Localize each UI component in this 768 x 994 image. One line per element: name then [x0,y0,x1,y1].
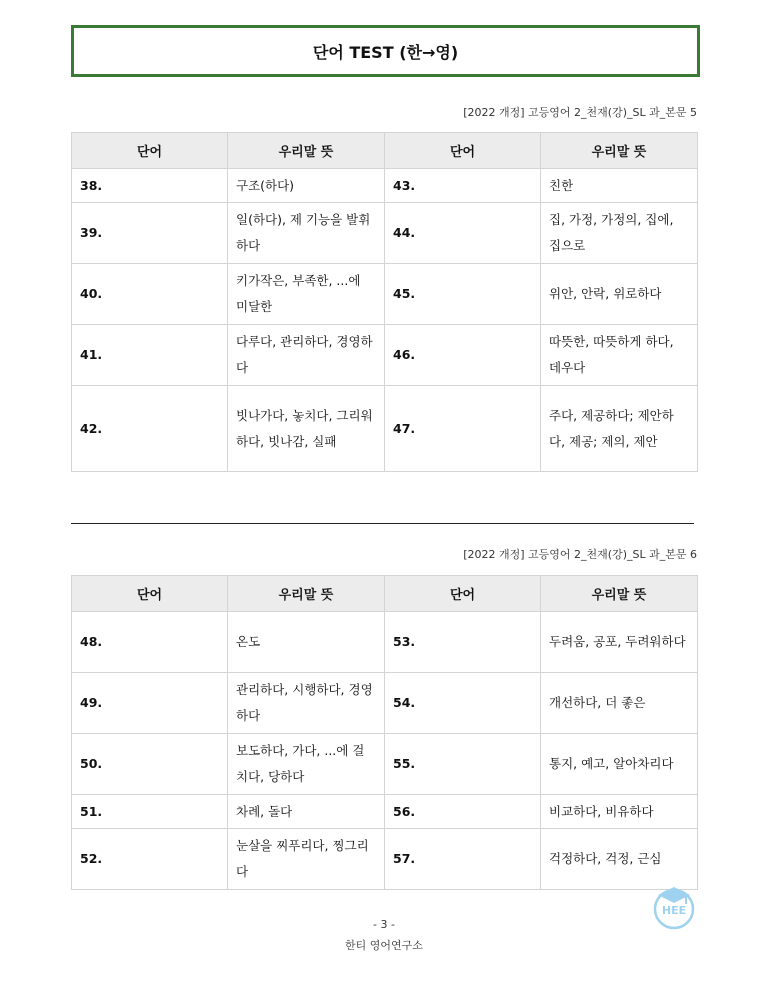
vocab-table [71,575,698,890]
word-meaning: 다루다, 관리하다, 경영하다 [228,325,385,386]
word-number: 40. [72,264,228,325]
logo-text: HEE [661,904,687,917]
word-meaning: 따뜻한, 따뜻하게 하다, 데우다 [541,325,698,386]
logo-watermark [650,882,698,930]
word-meaning: 주다, 제공하다; 제안하다, 제공; 제의, 제안 [541,386,698,472]
column-header: 단어 [72,576,228,612]
table-row [72,203,698,264]
word-meaning: 통지, 예고, 알아차리다 [541,734,698,795]
word-number: 55. [385,734,541,795]
word-number: 54. [385,673,541,734]
word-number: 46. [385,325,541,386]
word-meaning: 일(하다), 제 기능을 발휘하다 [228,203,385,264]
title-box [71,25,700,77]
table-row [72,169,698,203]
table-row [72,829,698,890]
table-row [72,734,698,795]
footer-text: 한티 영어연구소 [345,939,423,952]
table-row [72,325,698,386]
word-number: 39. [72,203,228,264]
word-number: 43. [385,169,541,203]
section-source: [2022 개정] 고등영어 2_천재(강)_SL 과_본문 6 [463,548,697,561]
word-meaning: 구조(하다) [228,169,385,203]
word-number: 44. [385,203,541,264]
word-meaning: 온도 [228,612,385,673]
word-number: 42. [72,386,228,472]
word-meaning: 빗나가다, 놓치다, 그리워하다, 빗나감, 실패 [228,386,385,472]
vocab-table [71,132,698,472]
page-number: - 3 - [373,918,395,931]
column-header: 우리말 뜻 [228,576,385,612]
word-meaning: 차례, 돌다 [228,795,385,829]
word-meaning: 걱정하다, 걱정, 근심 [541,829,698,890]
word-meaning: 보도하다, 가다, ...에 걸치다, 당하다 [228,734,385,795]
word-meaning: 비교하다, 비유하다 [541,795,698,829]
word-meaning: 집, 가정, 가정의, 집에, 집으로 [541,203,698,264]
column-header: 우리말 뜻 [541,133,698,169]
table-header-row [72,576,698,612]
word-meaning: 친한 [541,169,698,203]
word-number: 51. [72,795,228,829]
word-meaning: 두려움, 공포, 두려워하다 [541,612,698,673]
column-header: 우리말 뜻 [228,133,385,169]
section-source: [2022 개정] 고등영어 2_천재(강)_SL 과_본문 5 [463,106,697,119]
word-number: 57. [385,829,541,890]
word-number: 45. [385,264,541,325]
word-number: 47. [385,386,541,472]
table-row [72,795,698,829]
table-row [72,264,698,325]
word-number: 50. [72,734,228,795]
section-divider [71,523,694,524]
word-number: 56. [385,795,541,829]
word-number: 52. [72,829,228,890]
word-number: 53. [385,612,541,673]
word-meaning: 위안, 안락, 위로하다 [541,264,698,325]
word-meaning: 관리하다, 시행하다, 경영하다 [228,673,385,734]
table-row [72,386,698,472]
column-header: 우리말 뜻 [541,576,698,612]
word-number: 48. [72,612,228,673]
table-header-row [72,133,698,169]
word-number: 38. [72,169,228,203]
word-meaning: 눈살을 찌푸리다, 찡그리다 [228,829,385,890]
word-number: 41. [72,325,228,386]
table-row [72,673,698,734]
page-title: 단어 TEST (한→영) [312,42,459,62]
word-meaning: 키가작은, 부족한, ...에 미달한 [228,264,385,325]
column-header: 단어 [385,133,541,169]
column-header: 단어 [385,576,541,612]
column-header: 단어 [72,133,228,169]
table-row [72,612,698,673]
word-meaning: 개선하다, 더 좋은 [541,673,698,734]
word-number: 49. [72,673,228,734]
